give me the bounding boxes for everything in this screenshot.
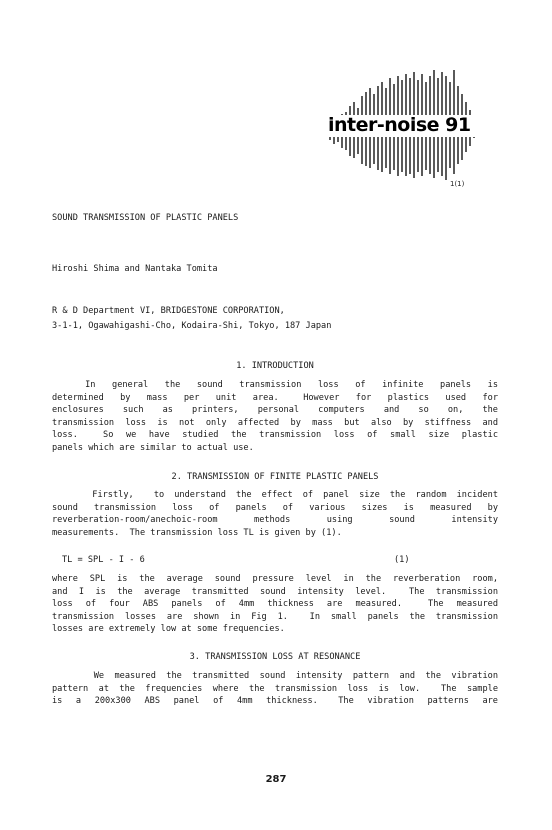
section-1-heading: 1. INTRODUCTION: [236, 361, 314, 371]
text-line: panels which are similar to actual use.: [52, 442, 254, 453]
section-2-body: [52, 489, 498, 539]
text-line: In general the sound transmission loss of infinite panels is: [52, 380, 498, 390]
section-3-body: [52, 670, 498, 708]
section-1-body: [52, 379, 498, 455]
affiliation-line-2: 3-1-1, Ogawahigashi-Cho, Kodaira-Shi, Tokyo, 187 Japan: [52, 321, 332, 331]
section-2-heading: 2. TRANSMISSION OF FINITE PLASTIC PANELS: [171, 472, 379, 482]
conference-logo-text: inter-noise 91: [328, 114, 471, 136]
text-line: enclosures such as printers, personal computers and so on, the: [52, 405, 498, 416]
text-line: Firstly, to understand the effect of panel size the random incident: [52, 490, 498, 500]
text-line: loss of four ABS panels of 4mm thickness are measured. The measured: [52, 599, 498, 610]
paper-title: SOUND TRANSMISSION OF PLASTIC PANELS: [52, 213, 239, 223]
authors: Hiroshi Shima and Nantaka Tomita: [52, 264, 218, 274]
text-line: We measured the transmitted sound intensity pattern and the vibration: [52, 671, 498, 681]
text-line: transmission losses are shown in Fig 1. In small panels the transmission: [52, 611, 498, 622]
text-line: transmission loss is not only affected by mass but also by stiffness and: [52, 417, 498, 428]
section-3-heading: 3. TRANSMISSION LOSS AT RESONANCE: [189, 652, 361, 662]
conference-logo: [322, 68, 490, 186]
text-line: pattern at the frequencies where the transmission loss is low. The sample: [52, 683, 498, 694]
equation-number: (1): [394, 555, 410, 565]
text-line: determined by mass per unit area. However for plastics used for: [52, 392, 498, 403]
text-line: reverberation-room/anechoic-room methods using sound intensity: [52, 515, 498, 526]
affiliation-line-1: R & D Department VI, BRIDGESTONE CORPORATION,: [52, 306, 285, 316]
text-line: and I is the average transmitted sound intensity level. The transmission: [52, 586, 498, 597]
page-number: 287: [265, 774, 287, 785]
text-line: measurements. The transmission loss TL is given by (1).: [52, 527, 342, 538]
text-line: losses are extremely low at some frequencies.: [52, 624, 285, 635]
equation: TL = SPL - I - 6: [62, 555, 145, 565]
logo-number: 1(1): [450, 180, 465, 188]
text-line: is a 200x300 ABS panel of 4mm thickness. The vibration patterns are: [52, 696, 498, 707]
text-line: where SPL is the average sound pressure level in the reverberation room,: [52, 574, 498, 584]
text-line: sound transmission loss of panels of various sizes is measured by: [52, 502, 498, 513]
text-line: loss. So we have studied the transmission loss of small size plastic: [52, 430, 498, 441]
section-2-body-continued: [52, 573, 498, 636]
